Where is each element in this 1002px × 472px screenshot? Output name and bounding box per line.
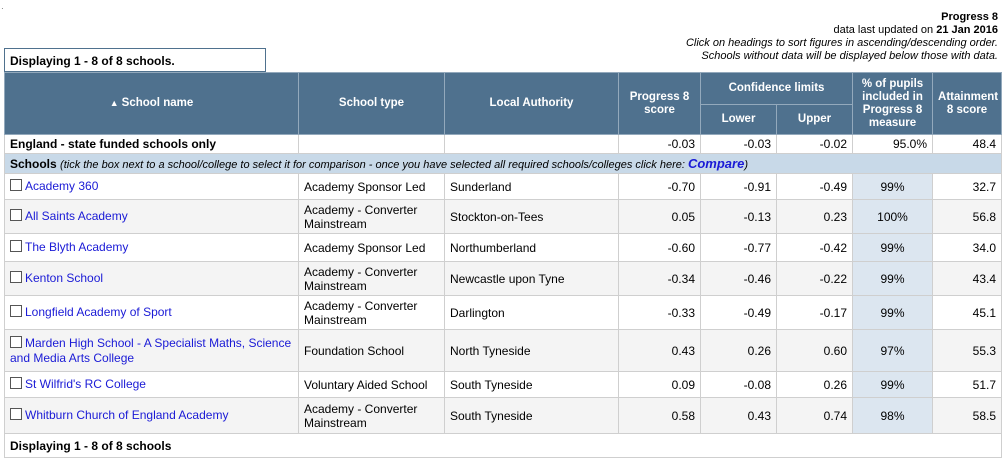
measure-title: Progress 8 xyxy=(941,11,998,23)
upper-limit-cell: 0.23 xyxy=(777,200,853,234)
local-authority-cell: Northumberland xyxy=(445,234,619,262)
compare-link[interactable]: Compare xyxy=(687,156,745,171)
upper-limit-cell: -0.49 xyxy=(777,174,853,200)
school-name-link[interactable]: St Wilfrid's RC College xyxy=(25,377,146,391)
schools-section-title: Schools xyxy=(10,157,57,171)
sort-note: Click on headings to sort figures in ascending/descending order. xyxy=(685,37,998,49)
attainment8-cell: 32.7 xyxy=(933,174,1002,200)
results-count-bottom-row xyxy=(5,434,1002,458)
england-attainment8: 48.4 xyxy=(933,135,1002,154)
school-row xyxy=(5,262,1002,296)
pct-pupils-header[interactable]: % of pupils included in Progress 8 measure xyxy=(853,73,933,135)
school-row xyxy=(5,330,1002,372)
progress8-cell: 0.43 xyxy=(619,330,701,372)
lower-limit-cell: -0.49 xyxy=(701,296,777,330)
upper-limit-cell: -0.22 xyxy=(777,262,853,296)
results-table xyxy=(4,72,1002,458)
attainment8-cell: 51.7 xyxy=(933,372,1002,398)
compare-checkbox[interactable] xyxy=(10,305,22,317)
local-authority-cell: Stockton-on-Tees xyxy=(445,200,619,234)
school-name-link[interactable]: Longfield Academy of Sport xyxy=(25,305,172,319)
last-updated xyxy=(578,24,998,37)
school-name-link[interactable]: Kenton School xyxy=(25,271,104,285)
schools-section-cell xyxy=(5,154,1002,174)
school-type-cell: Academy - Converter Mainstream xyxy=(299,296,445,330)
results-count-top: Displaying 1 - 8 of 8 schools. xyxy=(4,48,266,72)
upper-limit-cell: -0.17 xyxy=(777,296,853,330)
pct-pupils-cell: 100% xyxy=(853,200,933,234)
school-name-link[interactable]: Marden High School - A Specialist Maths, Science and Media Arts College xyxy=(10,335,292,365)
lower-limit-cell: 0.43 xyxy=(701,398,777,434)
england-progress8: -0.03 xyxy=(619,135,701,154)
local-authority-cell: North Tyneside xyxy=(445,330,619,372)
school-name-cell xyxy=(5,234,299,262)
local-authority-cell: South Tyneside xyxy=(445,398,619,434)
compare-instruction-close: ) xyxy=(744,159,748,171)
last-updated-prefix: data last updated on xyxy=(833,24,937,36)
england-la-empty xyxy=(445,135,619,154)
lower-limit-cell: -0.91 xyxy=(701,174,777,200)
progress8-cell: 0.58 xyxy=(619,398,701,434)
missing-data-note: Schools without data will be displayed below those with data. xyxy=(701,50,998,62)
school-type-cell: Academy - Converter Mainstream xyxy=(299,200,445,234)
local-authority-cell: Newcastle upon Tyne xyxy=(445,262,619,296)
school-name-cell xyxy=(5,200,299,234)
attainment8-cell: 43.4 xyxy=(933,262,1002,296)
last-updated-date: 21 Jan 2016 xyxy=(936,24,998,36)
progress8-cell: -0.70 xyxy=(619,174,701,200)
local-authority-cell: Sunderland xyxy=(445,174,619,200)
lower-limit-cell: -0.77 xyxy=(701,234,777,262)
school-type-cell: Voluntary Aided School xyxy=(299,372,445,398)
school-row xyxy=(5,398,1002,434)
local-authority-cell: Darlington xyxy=(445,296,619,330)
school-row xyxy=(5,372,1002,398)
school-row xyxy=(5,174,1002,200)
school-name-cell xyxy=(5,398,299,434)
attainment8-header[interactable]: Attainment 8 score xyxy=(933,73,1002,135)
compare-checkbox[interactable] xyxy=(10,209,22,221)
pct-pupils-cell: 99% xyxy=(853,372,933,398)
school-name-cell xyxy=(5,330,299,372)
england-lower: -0.03 xyxy=(701,135,777,154)
pct-pupils-cell: 98% xyxy=(853,398,933,434)
school-row xyxy=(5,234,1002,262)
school-type-cell: Academy - Converter Mainstream xyxy=(299,398,445,434)
school-type-cell: Foundation School xyxy=(299,330,445,372)
attainment8-cell: 45.1 xyxy=(933,296,1002,330)
progress8-cell: -0.34 xyxy=(619,262,701,296)
lower-limit-header[interactable]: Lower xyxy=(701,105,777,135)
compare-checkbox[interactable] xyxy=(10,271,22,283)
lower-limit-cell: 0.26 xyxy=(701,330,777,372)
local-authority-cell: South Tyneside xyxy=(445,372,619,398)
england-label: England - state funded schools only xyxy=(5,135,299,154)
data-info-block xyxy=(578,11,998,63)
school-type-cell: Academy Sponsor Led xyxy=(299,234,445,262)
attainment8-cell: 34.0 xyxy=(933,234,1002,262)
school-name-cell xyxy=(5,372,299,398)
pct-pupils-cell: 99% xyxy=(853,234,933,262)
compare-checkbox[interactable] xyxy=(10,377,22,389)
school-type-cell: Academy Sponsor Led xyxy=(299,174,445,200)
attainment8-cell: 56.8 xyxy=(933,200,1002,234)
results-count-bottom: Displaying 1 - 8 of 8 schools xyxy=(5,434,1002,458)
sort-up-icon: ▲ xyxy=(109,98,119,108)
school-name-cell xyxy=(5,296,299,330)
england-row xyxy=(5,135,1002,154)
compare-instruction: (tick the box next to a school/college to select it for comparison - once you have selected all required schools/colleges click here: xyxy=(60,159,688,171)
school-type-cell: Academy - Converter Mainstream xyxy=(299,262,445,296)
pct-pupils-cell: 99% xyxy=(853,296,933,330)
progress8-header[interactable]: Progress 8 score xyxy=(619,73,701,135)
pct-pupils-cell: 97% xyxy=(853,330,933,372)
lower-limit-cell: -0.46 xyxy=(701,262,777,296)
compare-checkbox[interactable] xyxy=(10,408,22,420)
school-name-link[interactable]: The Blyth Academy xyxy=(25,240,129,254)
school-name-cell xyxy=(5,174,299,200)
progress8-cell: -0.33 xyxy=(619,296,701,330)
compare-checkbox[interactable] xyxy=(10,336,22,348)
school-name-link[interactable]: All Saints Academy xyxy=(25,209,128,223)
upper-limit-header[interactable]: Upper xyxy=(777,105,853,135)
school-name-link[interactable]: Whitburn Church of England Academy xyxy=(25,408,229,422)
upper-limit-cell: 0.60 xyxy=(777,330,853,372)
school-row xyxy=(5,200,1002,234)
local-authority-header[interactable]: Local Authority xyxy=(445,73,619,135)
upper-limit-cell: 0.26 xyxy=(777,372,853,398)
progress8-cell: 0.09 xyxy=(619,372,701,398)
school-type-header[interactable]: School type xyxy=(299,73,445,135)
england-upper: -0.02 xyxy=(777,135,853,154)
school-name-header[interactable] xyxy=(5,73,299,135)
corner-marker: · xyxy=(1,4,4,13)
progress8-cell: -0.60 xyxy=(619,234,701,262)
school-name-link[interactable]: Academy 360 xyxy=(25,179,99,193)
lower-limit-cell: -0.08 xyxy=(701,372,777,398)
progress8-cell: 0.05 xyxy=(619,200,701,234)
compare-checkbox[interactable] xyxy=(10,179,22,191)
upper-limit-cell: 0.74 xyxy=(777,398,853,434)
england-type-empty xyxy=(299,135,445,154)
lower-limit-cell: -0.13 xyxy=(701,200,777,234)
school-name-header-label: School name xyxy=(121,97,194,109)
school-name-cell xyxy=(5,262,299,296)
school-row xyxy=(5,296,1002,330)
compare-checkbox[interactable] xyxy=(10,240,22,252)
england-pct: 95.0% xyxy=(853,135,933,154)
upper-limit-cell: -0.42 xyxy=(777,234,853,262)
attainment8-cell: 55.3 xyxy=(933,330,1002,372)
attainment8-cell: 58.5 xyxy=(933,398,1002,434)
pct-pupils-cell: 99% xyxy=(853,174,933,200)
schools-section-row xyxy=(5,154,1002,174)
confidence-limits-header: Confidence limits xyxy=(701,73,853,105)
pct-pupils-cell: 99% xyxy=(853,262,933,296)
